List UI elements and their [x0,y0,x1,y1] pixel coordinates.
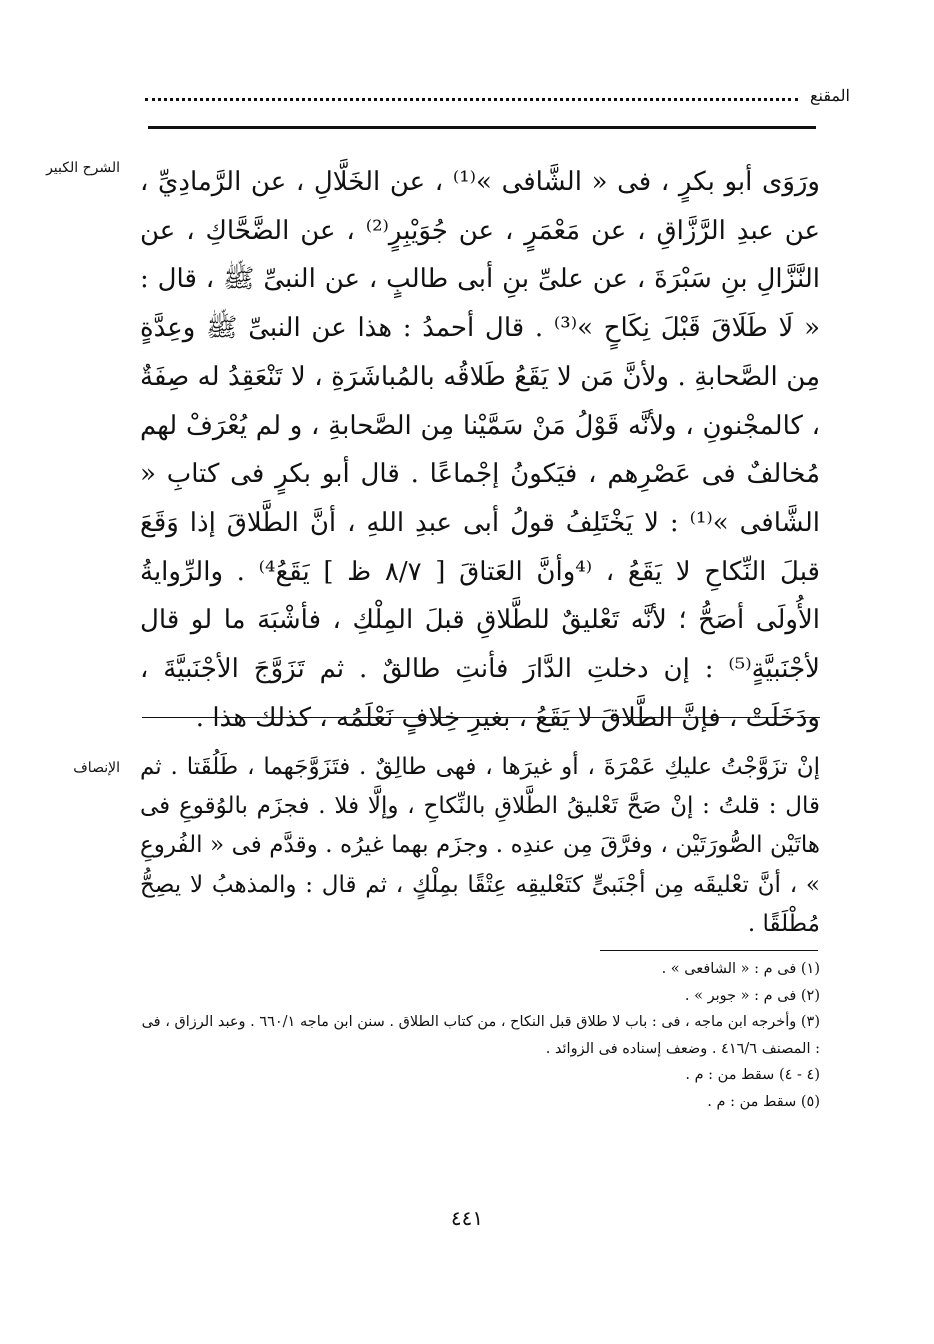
footnote-item: (٢) فى م : « جوبر » . [684,987,820,1004]
header-rule [148,126,816,129]
insaf-text: إنْ تزَوَّجْتُ عليكِ عَمْرَةَ ، أو غيرَها ، فهى طالِقٌ . فتَزَوَّجَهما ، طَلُقَتا . ثم قال : قلتُ : إنْ صَحَّ تَعْليقُ الطَّلاقِ بالنِّكاحِ ، وإلَّا فلا . فجزَم بالوُقوعِ فى هاتَيْن الصُّورَتَيْن ، وفرَّقَ مِن عندِه . وجزَم بهما غيرُه . وقدَّم فى « الفُروعِ » ، أنَّ تعْليقَه مِن أجْنَبىٍّ كتَعْليقِه عِتْقًا بمِلْكٍ ، ثم قال : والمذهبُ لا يصِحُّ مُطْلَقًا . [140,754,820,937]
footnote-item: (٣) وأخرجه ابن ماجه ، فى : باب لا طلاق قبل النكاح ، من كتاب الطلاق . سنن ابن ماجه ٦٦٠/١ . وعبد الرزاق ، فى : المصنف ٤١٦/٦ . وضعف إسناده فى الزوائد . [141,1014,820,1057]
book-title: المقنع [809,86,850,105]
running-head [145,86,850,105]
footnote-item: (١) فى م : « الشافعى » . [661,961,820,977]
footnotes [140,956,820,1115]
page-number: ٤٤١ [450,1206,484,1230]
section-divider [142,717,820,718]
dotted-leader [145,90,798,101]
footnote-item: (٥) سقط من : م . [707,1093,820,1110]
footnote-rule [600,950,818,951]
main-commentary-text: ورَوَى أبو بكرٍ ، فى « الشَّافى »⁽¹⁾ ، عن الخَلَّالِ ، عن الرَّمادِيِّ ، عن عبدِ الرَّزَّاقِ ، عن مَعْمَرٍ ، عن جُوَيْبِرٍ⁽²⁾ ، عن الضَّحَّاكِ ، عن النَّزَّالِ بنِ سَبْرَةَ ، عن علىِّ بنِ أبى طالبٍ ، عن النبىِّ ﷺ ، قال : « لَا طَلَاقَ قَبْلَ نِكَاحٍ »⁽³⁾ . قال أحمدُ : هذا عن النبىِّ ﷺ وعِدَّةٍ مِن الصَّحابةِ . ولأنَّ مَن لا يَقَعُ طَلاقُه بالمُباشَرَةِ ، لا تَنْعَقِدُ له صِفَةٌ ، كالمجْنونِ ، ولأنَّه قَوْلُ مَنْ سَمَّيْنا مِن الصَّحابةِ ، و لم يُعْرَفْ لهم مُخالفٌ فى عَصْرِهم ، فيَكونُ إجْماعًا . قال أبو بكرٍ فى كتابِ « الشَّافى »⁽¹⁾ : لا يَخْتَلِفُ قولُ أبى عبدِ اللهِ ، أنَّ الطَّلاقَ إذا وَقَعَ قبلَ النِّكاحِ لا يَقَعُ ، ⁽⁴وأنَّ العَتاقَ [ ٨/٧ ظ ] يَقَعُ⁴⁾ . والرِّوايةُ الأُولَى أصَحُّ ؛ لأنَّه تَعْليقٌ للطَّلاقِ قبلَ المِلْكِ ، فأشْبَهَ ما لو قال لأجْنَبيَّةٍ⁽⁵⁾ : إن دخلتِ الدَّارَ فأنتِ طالقٌ . ثم تَزَوَّجَ الأجْنَبيَّةَ ، ودَخَلَتْ ، فإنَّ الطَّلاقَ لا يَقَعُ ، بغيرِ خِلافٍ نَعْلَمُه ، كذلك هذا . [140,167,821,733]
side-label-insaf: الإنصاف [73,760,120,776]
side-label-sharh: الشرح الكبير [46,160,120,176]
footnote-item: (٤ - ٤) سقط من : م . [685,1067,820,1083]
